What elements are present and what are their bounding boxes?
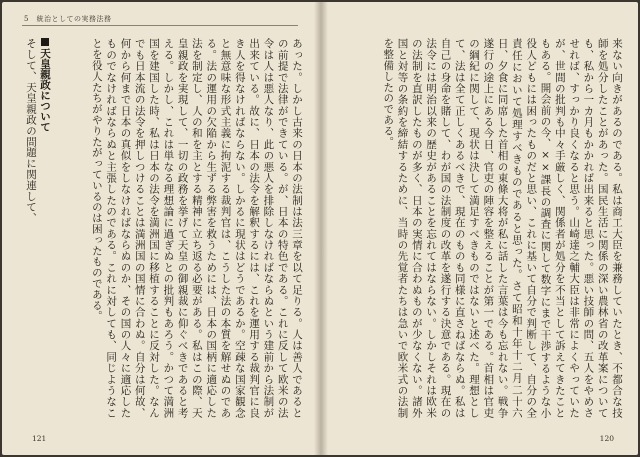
right-page — [324, 2, 638, 455]
header-rule — [22, 25, 298, 26]
book-spread — [2, 2, 638, 455]
running-header: 5 統治としての実務法務 — [24, 15, 112, 23]
section-heading-block — [18, 38, 52, 418]
page-number-right: 120 — [599, 434, 614, 443]
section-body-start: そして、天皇親政の問題に関連して、 — [25, 38, 37, 224]
section-heading-text: 天皇親政について — [39, 48, 51, 132]
square-bullet-icon — [41, 38, 49, 46]
page-number-left: 121 — [32, 434, 47, 443]
left-page — [2, 2, 318, 455]
right-page-body: 来ない向きがあるのである。私は商工大臣を兼務していたとき、不都合な技師を処分したことがあった。国民生活に関係の深い農林省の改革案についても、私から一カ月もかかれば出来ると思った。悪い技師の問、五人をやめさせれば、すっかり良くなると思う。山崎達之輔大臣は非常によくやっていたが、世間の批判も中々手厳しく、関係者が処分を不当として訴えてきたこともある。開会前の今、××課長の調査に関して数字にまで干渉するような小役人どもには困ったものだと思い、これに基いて自分で判断して、自分の全責任において処理すべきものであると思った。さて昭和十年十二月二十六日、夕食に同席した首相の東條大将が私に話した言葉は今も忘れない。戦争遂行の途上にある今日、官吏の陣容を整えることが第一である。首相は官吏の綱紀に関して、現状は決して満足すべきものではないと述べた。理想として、法は全て正しくあるべきで、現在のものも同様に直さねばならぬ。私は自己の身命を賭して、わが国の法制度の改革を遂行する決意である。現在の法令には明治以来の歴史があることを忘れてはならない。しかしそれは欧米の法制を直訳したものが多く、日本の実情に合わぬものが少なくない。諸外国と対等の条約を締結するために、当時の先覚者たちは急いで欧米式の法制を整備したのである。 — [382, 38, 623, 418]
section-heading — [38, 38, 52, 418]
left-page-body: あった。しかし古来の日本の法制は法三章を以て足りる。人は善人であるとの前提で法律ができている。が、日本の特色である。これに反して欧米の法令は人は悪人なり、此の悪人を排除しなければならぬという建前から法制が出来ている。故に、日本の法令を解釈するには、これを運用する裁判官に良き人を得なければならない。しかるに現状はどうであるか。空疎な国家観念と無意味な形式主義に拘泥する裁判官は、こうした法の本質を解せぬのである。法の運用の欠陥から生ずる弊害を救うためには、日本の国柄に適応した法を制定し、人の和を主とする精神に立ち返る必要がある。私はこの際、天皇親政を実現して、一切の政務を挙げて天皇の御親裁に仰ぐべきであると考える。しかし、これは単なる理想論に過ぎぬとの批判もあろう。かつて満洲国を建国した時、私は日本の法令を満洲国に移植することに反対した。なんでも日本流の法令を押しつけることは満洲国の国情に合わぬ。自分は何故、何から何まで日本の真似をしなければならぬのか、その国の人々に適応したものでなければならぬと主張したのである。これに対しても、同じようなことを役人たちがやりたがっているのは困ったものである。 — [90, 38, 303, 418]
